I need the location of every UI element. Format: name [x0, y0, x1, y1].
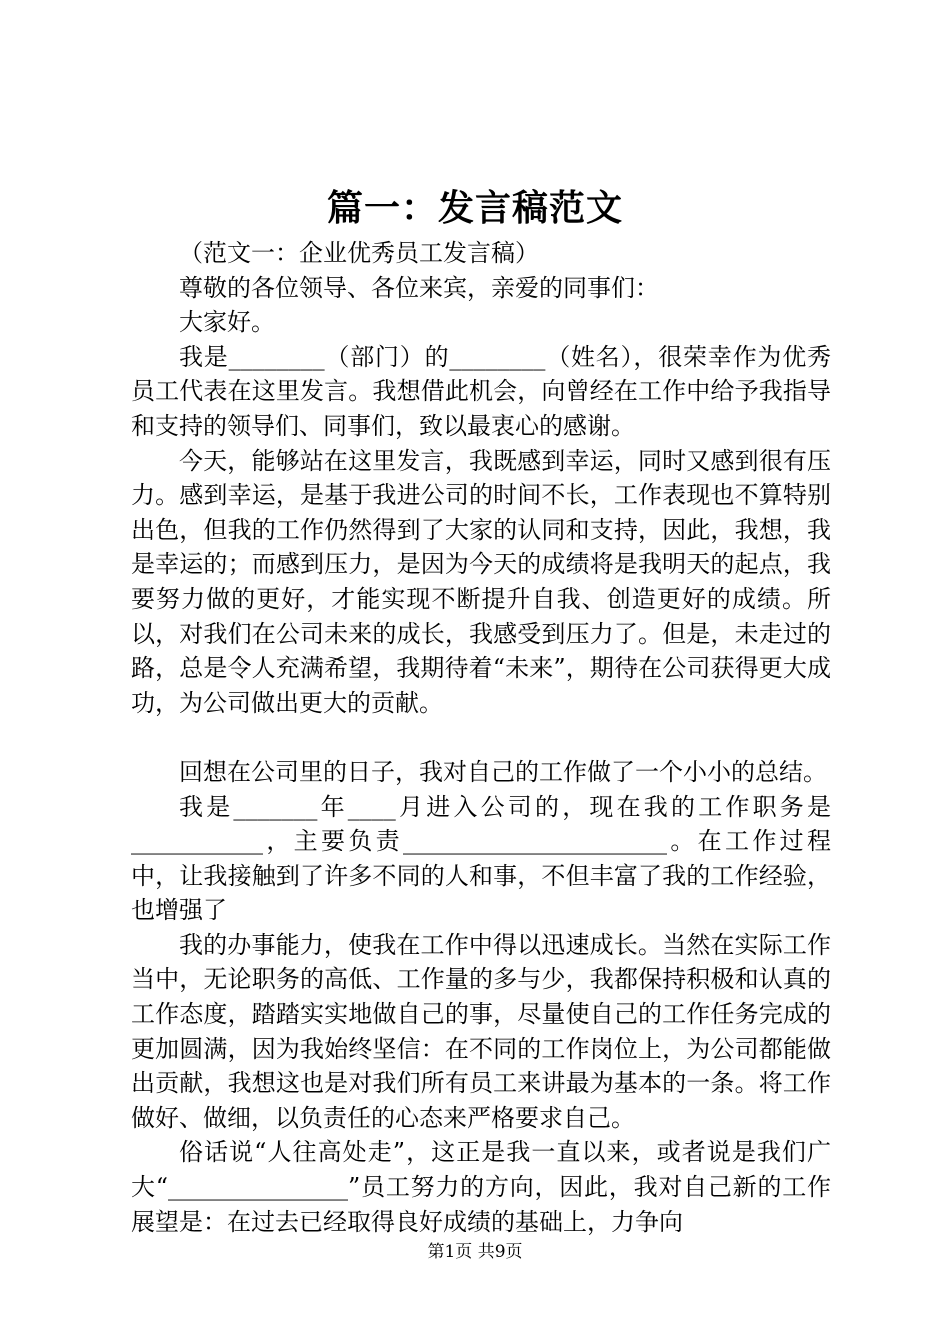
- paragraph-greeting: 大家好。: [179, 308, 275, 337]
- paragraph-feelings: 今天，能够站在这里发言，我既感到幸运，同时又感到很有压力。感到幸运，是基于我进公司的时间不长，工作表现也不算特别出色，但我的工作仍然得到了大家的认同和支持，因此，我想，我是幸运的；而感到压力，是因为今天的成绩将是我明天的起点，我要努力做的更好，才能实现不断提升自我、创造更好的成绩。所以，对我们在公司未来的成长，我感受到压力了。但是，未走过的路，总是令人充满希望，我期待着“未来”，期待在公司获得更大成功，为公司做出更大的贡献。: [131, 446, 831, 717]
- paragraph-subtitle: （范文一：企业优秀员工发言稿）: [179, 239, 539, 267]
- paragraph-salutation: 尊敬的各位领导、各位来宾，亲爱的同事们：: [179, 273, 659, 302]
- paragraph-summary-intro: 回想在公司里的日子，我对自己的工作做了一个小小的总结。: [179, 757, 827, 786]
- paragraph-introduction: 我是________（部门）的________（姓名），很荣幸作为优秀员工代表在这里发言。我想借此机会，向曾经在工作中给予我指导和支持的领导们、同事们，致以最衷心的感谢。: [131, 342, 831, 440]
- paragraph-outlook: 俗话说“人往高处走”，这正是我一直以来，或者说是我们广大“_______________”员工努力的方向，因此，我对自己新的工作展望是：在过去已经取得良好成绩的基础上，力争向: [131, 1138, 831, 1236]
- paragraph-job-details: 我是_______年____月进入公司的，现在我的工作职务是___________，主要负责______________________。在工作过程中，让我接触到了许多不同的人和事，不但丰富了我的工作经验，也增强了: [131, 792, 831, 925]
- document-body: [131, 236, 831, 1239]
- page-title: 篇一：发言稿范文: [326, 187, 623, 229]
- paragraph-work-attitude: 我的办事能力，使我在工作中得以迅速成长。当然在实际工作当中，无论职务的高低、工作量的多与少，我都保持积极和认真的工作态度，踏踏实实地做自己的事，尽量使自己的工作任务完成的更加圆满，因为我始终坚信：在不同的工作岗位上，为公司都能做出贡献，我想这也是对我们所有员工来讲最为基本的一条。将工作做好、做细，以负责任的心态来严格要求自己。: [131, 930, 831, 1132]
- page-number-footer: 第1页 共9页: [427, 1242, 523, 1262]
